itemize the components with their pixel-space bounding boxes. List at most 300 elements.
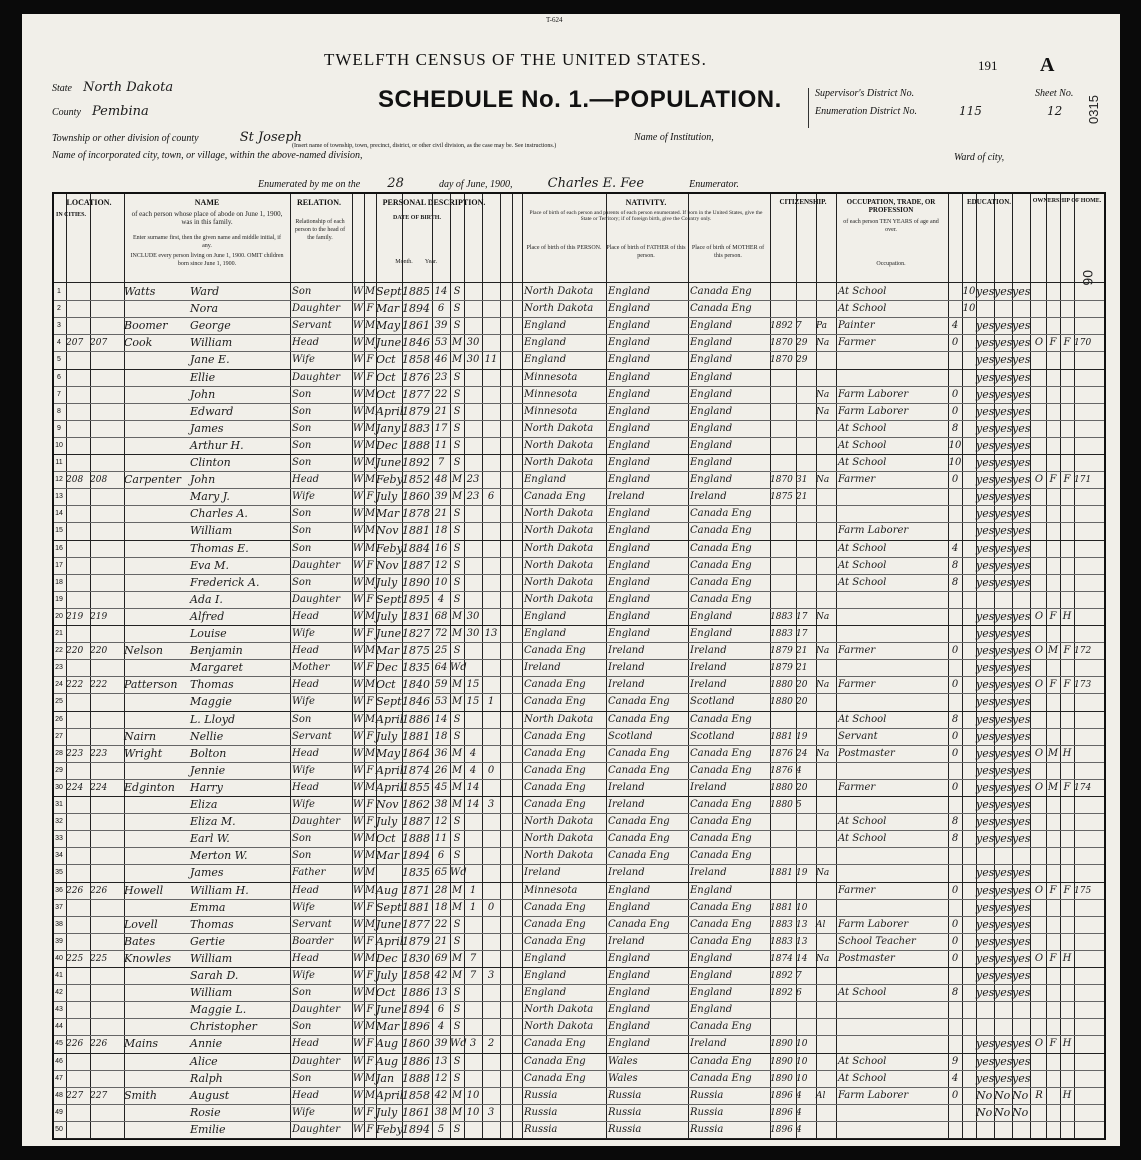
- enum-district-value: 115: [959, 104, 982, 118]
- cell-father-birth: England: [608, 286, 651, 297]
- cell-dwelling: 226: [66, 885, 84, 896]
- cell-year: 1876: [402, 370, 430, 384]
- cell-birth: Minnesota: [524, 405, 578, 417]
- cell-english: yes: [1012, 507, 1031, 521]
- cell-write: No: [994, 1105, 1011, 1119]
- cell-marital: Wd: [450, 867, 467, 879]
- occupation-note: of each person TEN YEARS of age and over.: [843, 219, 939, 233]
- margin-mark: 06: [1080, 270, 1096, 286]
- cell-years-us: 19: [796, 731, 808, 742]
- cell-year: 1895: [402, 592, 430, 606]
- cell-years-us: 24: [796, 748, 808, 759]
- cell-english: yes: [1012, 524, 1031, 538]
- cell-months-school: 0: [951, 884, 959, 896]
- cell-relation: Son: [292, 987, 312, 999]
- cell-month: Dec: [376, 661, 398, 675]
- table-row: [54, 934, 1104, 950]
- cell-occupation: At School: [838, 576, 887, 588]
- cell-years-us: 7: [796, 971, 802, 981]
- cell-marital: M: [451, 679, 463, 691]
- cell-marital: S: [453, 645, 461, 657]
- relation-note: Relationship of each person to the head of the family.: [294, 219, 346, 241]
- cell-year: 1840: [402, 678, 430, 692]
- cell-occupation: At School: [838, 816, 887, 828]
- cell-marital: M: [451, 884, 463, 896]
- cell-immig: 1870: [770, 475, 793, 486]
- occupation-header: OCCUPATION, TRADE, OR PROFESSION: [846, 198, 936, 214]
- cell-color: W: [352, 286, 364, 297]
- cell-month: July: [376, 609, 398, 623]
- cell-color: W: [352, 559, 364, 571]
- cell-line: 8: [57, 407, 61, 415]
- cell-mother-birth: Canada Eng: [690, 1055, 752, 1067]
- table-row: [54, 541, 1104, 557]
- cell-read: yes: [976, 815, 995, 829]
- cell-year: 1887: [402, 558, 430, 572]
- cell-write: yes: [994, 644, 1013, 658]
- cell-father-birth: England: [608, 1004, 651, 1016]
- cell-owned: O: [1034, 747, 1044, 759]
- cell-family: 220: [90, 646, 108, 657]
- ward-label: Ward of city,: [954, 152, 1005, 163]
- cell-sex: M: [364, 645, 376, 657]
- cell-sex: M: [364, 713, 376, 725]
- cell-relation: Wife: [292, 354, 315, 366]
- cell-immig: 1896: [770, 1107, 793, 1118]
- cell-relation: Son: [292, 405, 312, 417]
- table-row: [54, 575, 1104, 591]
- cell-year: 1846: [402, 695, 430, 709]
- cell-years-us: 21: [796, 646, 808, 657]
- cell-year: 1881: [402, 524, 430, 538]
- cell-color: W: [352, 422, 364, 434]
- cell-father-birth: England: [608, 422, 651, 434]
- cell-write: yes: [994, 832, 1013, 846]
- cell-birth: Canada Eng: [524, 781, 586, 793]
- cell-mother-birth: Canada Eng: [690, 1072, 752, 1084]
- cell-given: James: [190, 421, 224, 435]
- cell-mother-birth: England: [690, 628, 733, 639]
- cell-month: June: [376, 917, 402, 931]
- name-note: of each person whose place of abode on June 1, 1900, was in this family.: [131, 210, 283, 226]
- sheet-letter: A: [1040, 54, 1055, 76]
- cell-free: M: [1047, 645, 1059, 657]
- cell-surname: Lovell: [124, 917, 158, 931]
- cell-years-us: 10: [796, 902, 808, 913]
- cell-age: 14: [434, 286, 448, 297]
- cell-months-school: 8: [951, 422, 959, 434]
- cell-marital: S: [453, 1021, 461, 1033]
- cell-read: yes: [976, 507, 995, 521]
- cell-color: W: [352, 901, 364, 913]
- cell-write: yes: [994, 473, 1013, 487]
- cell-relation: Daughter: [292, 1055, 340, 1067]
- cell-birth: North Dakota: [524, 850, 594, 862]
- cell-given: Bolton: [190, 746, 227, 760]
- cell-years-us: 21: [796, 492, 808, 503]
- cell-mother-birth: Ireland: [690, 645, 727, 657]
- cell-given: Alfred: [190, 609, 225, 623]
- cell-english: No: [1012, 1105, 1029, 1119]
- cell-birth: Ireland: [524, 662, 561, 674]
- cell-father-birth: England: [608, 388, 651, 400]
- cell-read: yes: [976, 575, 995, 589]
- cell-marital: M: [451, 747, 463, 759]
- cell-age: 21: [434, 935, 448, 947]
- cell-occupation: Farmer: [838, 781, 876, 793]
- cell-color: W: [352, 799, 364, 810]
- cell-dwelling: 219: [66, 611, 84, 622]
- table-row: [54, 301, 1104, 317]
- cell-line: 15: [55, 527, 63, 535]
- cell-month: July: [376, 969, 398, 982]
- cell-months-school: 8: [951, 576, 959, 588]
- cell-english: yes: [1012, 866, 1031, 880]
- cell-age: 7: [437, 457, 445, 468]
- cell-mother-birth: Scotland: [690, 730, 735, 742]
- cell-marital: S: [453, 525, 461, 537]
- cell-year: 1871: [402, 883, 430, 897]
- table-row: [54, 592, 1104, 608]
- cell-birth: North Dakota: [524, 439, 594, 451]
- cell-mother-birth: England: [690, 320, 733, 332]
- cell-year: 1894: [402, 1003, 430, 1017]
- cell-year: 1888: [402, 832, 430, 846]
- cell-year: 1886: [402, 712, 430, 726]
- cell-sex: M: [364, 1021, 376, 1033]
- cell-read: No: [976, 1088, 993, 1102]
- district-box: [808, 88, 1099, 128]
- cell-relation: Wife: [292, 1106, 315, 1118]
- cell-month: May: [376, 319, 401, 333]
- cell-birth: England: [524, 628, 567, 639]
- cell-children-living: 6: [487, 491, 495, 503]
- cell-english: yes: [1012, 746, 1031, 760]
- cell-marital: Wd: [450, 1038, 467, 1050]
- table-row: [54, 917, 1104, 933]
- cell-color: W: [352, 918, 364, 930]
- birth-father-header: Place of birth of FATHER of this person.: [606, 245, 686, 259]
- cell-month: Mar: [376, 1020, 400, 1034]
- table-row: [54, 455, 1104, 471]
- cell-relation: Daughter: [292, 559, 340, 571]
- cell-farm-house: F: [1063, 645, 1071, 657]
- cell-mother-birth: Canada Eng: [690, 918, 752, 930]
- cell-color: W: [352, 337, 364, 349]
- cell-dwelling: 220: [66, 646, 84, 657]
- cell-month: Nov: [376, 524, 399, 538]
- cell-english: yes: [1012, 644, 1031, 658]
- table-row: [54, 1071, 1104, 1087]
- cell-father-birth: England: [608, 593, 651, 605]
- cell-month: June: [376, 456, 402, 469]
- enum-district-label: Enumeration District No.: [815, 106, 917, 117]
- cell-relation: Head: [292, 610, 320, 622]
- table-row: [54, 951, 1104, 967]
- cell-years-us: 4: [796, 1090, 802, 1101]
- cell-occupation: At School: [838, 559, 887, 571]
- cell-color: W: [352, 1106, 364, 1118]
- cell-father-birth: Wales: [608, 1055, 638, 1067]
- cell-mother-birth: Russia: [690, 1089, 724, 1101]
- cell-color: W: [352, 405, 364, 417]
- table-row: [54, 558, 1104, 574]
- cell-nat: Na: [816, 338, 830, 349]
- cell-sex: M: [364, 576, 376, 588]
- cell-write: yes: [994, 609, 1013, 623]
- cell-years-us: 20: [796, 680, 808, 691]
- table-row: [54, 472, 1104, 488]
- cell-english: yes: [1012, 387, 1031, 401]
- cell-mother-birth: Canada Eng: [690, 286, 752, 297]
- cell-read: yes: [976, 763, 995, 777]
- cell-family: 225: [90, 953, 108, 964]
- cell-marital: M: [451, 952, 463, 964]
- cell-marital: S: [453, 559, 461, 571]
- cell-family: 222: [90, 680, 108, 691]
- cell-month: Aug: [376, 1037, 399, 1051]
- row-rule: [54, 1138, 1104, 1139]
- cell-nat: Na: [816, 748, 830, 759]
- cell-color: W: [352, 730, 364, 742]
- cell-english: yes: [1012, 780, 1031, 794]
- cell-immig: 1875: [770, 492, 793, 503]
- cell-occupation: Farm Laborer: [838, 405, 909, 417]
- cell-english: yes: [1012, 695, 1031, 709]
- cell-months-school: 4: [951, 1072, 959, 1084]
- cell-immig: 1892: [770, 321, 793, 332]
- cell-father-birth: Ireland: [608, 781, 645, 793]
- cell-schedule: 170: [1074, 338, 1092, 349]
- cell-birth: Canada Eng: [524, 764, 586, 776]
- cell-birth: England: [524, 952, 567, 964]
- cell-year: 1858: [402, 969, 430, 982]
- enumeration-line: [258, 172, 898, 191]
- cell-year: 1885: [402, 285, 430, 298]
- cell-mother-birth: Canada Eng: [690, 593, 752, 605]
- cell-read: yes: [976, 353, 995, 367]
- cell-month: Dec: [376, 438, 398, 452]
- institution-label: Name of Institution,: [634, 132, 714, 143]
- cell-owned: O: [1034, 610, 1044, 622]
- cell-mother-of: 30: [466, 354, 480, 366]
- cell-birth: Russia: [524, 1106, 558, 1118]
- cell-occupation: At School: [838, 286, 887, 297]
- cell-month: Aug: [376, 883, 399, 897]
- cell-mother-of: 15: [466, 696, 480, 708]
- cell-nat: Na: [816, 406, 830, 417]
- cell-marital: S: [453, 730, 461, 742]
- cell-given: Annie: [190, 1037, 223, 1051]
- cell-color: W: [352, 354, 364, 366]
- cell-months-school: 0: [951, 474, 959, 486]
- cell-read: yes: [976, 712, 995, 726]
- side-stamp: 0315: [1086, 95, 1101, 124]
- cell-marital: M: [451, 781, 463, 793]
- cell-relation: Son: [292, 1072, 312, 1084]
- cell-sex: F: [366, 816, 374, 828]
- cell-mother-birth: England: [690, 337, 733, 349]
- cell-mother-of: 23: [466, 491, 480, 503]
- cell-occupation: Postmaster: [838, 952, 895, 964]
- cell-month: Mar: [376, 507, 400, 521]
- cell-age: 12: [434, 559, 448, 571]
- cell-year: 1879: [402, 404, 430, 418]
- cell-sex: M: [364, 474, 376, 486]
- cell-month: April: [376, 404, 404, 418]
- cell-years-us: 17: [796, 611, 808, 622]
- cell-age: 39: [434, 1038, 448, 1050]
- cell-birth: North Dakota: [524, 593, 594, 605]
- cell-english: yes: [1012, 370, 1031, 384]
- cell-schedule: 171: [1074, 475, 1092, 486]
- cell-father-birth: Canada Eng: [608, 918, 670, 930]
- table-row: [54, 900, 1104, 916]
- cell-mother-of: 30: [466, 610, 480, 622]
- cell-read: yes: [976, 490, 995, 504]
- cell-mother-birth: Canada Eng: [690, 833, 752, 845]
- nativity-note: Place of birth of each person and parents of each person enumerated. If born in the United States, give the State or Territory; if of foreign birth, give the Country only.: [529, 210, 763, 222]
- cell-surname: Cook: [124, 336, 153, 350]
- cell-birth: Canada Eng: [524, 730, 586, 742]
- cell-father-birth: England: [608, 320, 651, 332]
- cell-read: yes: [976, 524, 995, 538]
- cell-given: Rosie: [190, 1105, 221, 1119]
- cell-line: 1: [57, 288, 61, 295]
- cell-write: yes: [994, 353, 1013, 367]
- cell-age: 18: [434, 901, 448, 913]
- cell-mother-birth: Canada Eng: [690, 850, 752, 862]
- cell-father-birth: Ireland: [608, 679, 645, 691]
- table-row: [54, 797, 1104, 813]
- cell-given: William: [190, 336, 233, 350]
- cell-free: F: [1049, 610, 1057, 622]
- cell-write: yes: [994, 285, 1013, 298]
- cell-marital: S: [453, 1055, 461, 1067]
- cell-month: Sept: [376, 900, 402, 914]
- cell-mother-birth: Canada Eng: [690, 1021, 752, 1033]
- cell-mother-birth: Ireland: [690, 867, 727, 879]
- cell-relation: Son: [292, 833, 312, 845]
- cell-english: yes: [1012, 969, 1031, 982]
- cell-farm-house: H: [1062, 747, 1072, 759]
- cell-relation: Son: [292, 286, 312, 297]
- cell-age: 16: [434, 542, 448, 554]
- cell-month: April: [376, 1088, 404, 1102]
- cell-birth: Canada Eng: [524, 696, 586, 708]
- cell-given: Charles A.: [190, 507, 248, 521]
- cell-sex: M: [364, 1089, 376, 1101]
- cell-family: 226: [90, 885, 108, 896]
- cell-year: 1852: [402, 473, 430, 487]
- cell-father-birth: England: [608, 405, 651, 417]
- cell-dwelling: 207: [66, 338, 84, 349]
- cell-year: 1835: [402, 661, 430, 675]
- cell-english: yes: [1012, 900, 1031, 914]
- cell-line: 10: [55, 441, 63, 449]
- cell-months-school: 0: [951, 952, 959, 964]
- cell-english: yes: [1012, 285, 1031, 298]
- cell-mother-birth: Scotland: [690, 696, 735, 708]
- cell-color: W: [352, 833, 364, 845]
- cell-line: 4: [57, 339, 61, 347]
- cell-nat: Al: [816, 1090, 826, 1101]
- township-note: (Insert name of township, town, precinct, district, or other civil division, as the case may be. See instructions.): [292, 143, 557, 149]
- cell-given: L. Lloyd: [190, 712, 235, 726]
- cell-age: 12: [434, 1072, 448, 1084]
- cell-years-us: 29: [796, 338, 808, 349]
- cell-birth: Canada Eng: [524, 491, 586, 503]
- cell-line: 34: [55, 852, 63, 860]
- cell-mother-birth: England: [690, 474, 733, 486]
- cell-surname: Nairn: [124, 729, 157, 743]
- cell-color: W: [352, 645, 364, 657]
- cell-line: 11: [55, 459, 63, 466]
- cell-father-birth: Wales: [608, 1072, 638, 1084]
- cell-dwelling: 226: [66, 1039, 84, 1050]
- cell-write: yes: [994, 1037, 1013, 1051]
- cell-english: yes: [1012, 917, 1031, 931]
- cell-farm-house: F: [1063, 679, 1071, 691]
- cell-mother-birth: England: [690, 388, 733, 400]
- cell-free: F: [1049, 952, 1057, 964]
- header-rule: [54, 282, 1104, 283]
- cell-mother-of: 15: [466, 679, 480, 691]
- cell-months-school: 0: [951, 747, 959, 759]
- cell-color: W: [352, 935, 364, 947]
- cell-birth: Canada Eng: [524, 1038, 586, 1050]
- table-row: [54, 865, 1104, 881]
- cell-english: yes: [1012, 729, 1031, 743]
- cell-given: Thomas: [190, 917, 234, 931]
- cell-father-birth: Ireland: [608, 799, 645, 810]
- cell-months-school: 0: [951, 337, 959, 349]
- cell-line: 33: [55, 835, 63, 843]
- cell-age: 18: [434, 525, 448, 537]
- cell-age: 28: [434, 884, 448, 896]
- cell-write: yes: [994, 712, 1013, 726]
- cell-month: Oct: [376, 353, 396, 367]
- cell-given: August: [190, 1088, 230, 1102]
- cell-mother-birth: England: [690, 610, 733, 622]
- cell-line: 21: [55, 630, 63, 637]
- cell-relation: Servant: [292, 918, 332, 930]
- cell-read: yes: [976, 438, 995, 452]
- city-label: Name of incorporated city, town, or village, within the above-named division,: [52, 150, 363, 161]
- cell-children-living: 1: [487, 696, 495, 708]
- cell-mother-birth: England: [690, 405, 733, 417]
- cell-marital: S: [453, 918, 461, 930]
- cell-birth: England: [524, 337, 567, 349]
- cell-sex: M: [364, 337, 376, 349]
- cell-mother-birth: Canada Eng: [690, 508, 752, 520]
- cell-year: 1881: [402, 900, 430, 914]
- cell-write: yes: [994, 678, 1013, 692]
- cell-relation: Head: [292, 645, 320, 657]
- cell-owned: O: [1034, 337, 1044, 349]
- cell-given: Edward: [190, 404, 234, 418]
- cell-years-us: 13: [796, 919, 808, 930]
- cell-father-birth: Canada Eng: [608, 747, 670, 759]
- cell-sex: F: [366, 371, 374, 383]
- cell-years-us: 17: [796, 629, 808, 639]
- cell-marital: S: [453, 371, 461, 383]
- cell-line: 38: [55, 920, 63, 928]
- cell-given: Harry: [190, 780, 223, 794]
- cell-sex: F: [366, 696, 374, 708]
- cell-father-birth: England: [608, 439, 651, 451]
- cell-line: 49: [55, 1108, 63, 1116]
